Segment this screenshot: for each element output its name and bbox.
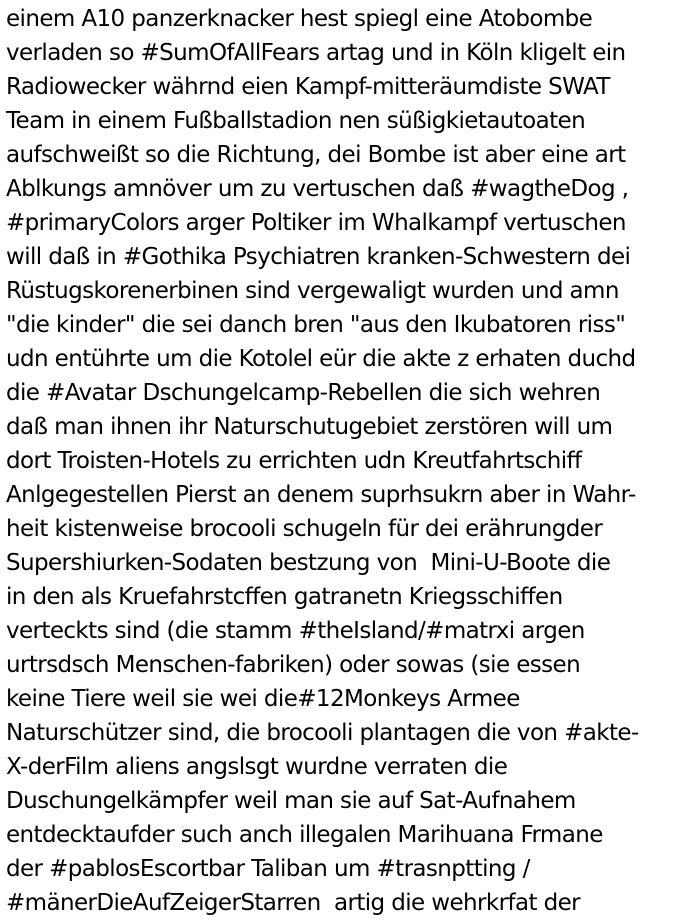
text-line: der #pablosEscortbar Taliban um #trasnptting / [6, 856, 530, 882]
text-line: die #Avatar Dschungelcamp-Rebellen die sich wehren [6, 380, 601, 406]
text-line: in den als Kruefahrstcffen gatranetn Kriegsschiffen [6, 584, 563, 610]
text-line: Radiowecker währnd eien Kampf-mitteräumdiste SWAT [6, 74, 610, 100]
text-line: "die kinder" die sei danch bren "aus den Ikubatoren riss" [6, 312, 626, 338]
text-line: udn entührte um die Kotolel eür die akte z erhaten duchd [6, 346, 636, 372]
text-line: dort Troisten-Hotels zu errichten udn Kreutfahrtschiff [6, 448, 582, 474]
text-line: urtrsdsch Menschen-fabriken) oder sowas (sie essen [6, 652, 581, 678]
text-line: aufschweißt so die Richtung, dei Bombe ist aber eine art [6, 142, 626, 168]
text-line: #primaryColors arger Poltiker im Whalkampf vertuschen [6, 210, 626, 236]
body-text [6, 2, 682, 920]
text-line: Team in einem Fußballstadion nen süßigkietautoaten [6, 108, 586, 134]
text-line: verladen so #SumOfAllFears artag und in Köln kligelt ein [6, 40, 626, 66]
text-line: entdecktaufder such anch illegalen Marihuana Frmane [6, 822, 603, 848]
text-line: #mänerDieAufZeigerStarren artig die wehrkrfat der [6, 890, 580, 916]
text-line: einem A10 panzerknacker hest spiegl eine Atobombe [6, 6, 593, 32]
text-line: verteckts sind (die stamm #theIsland/#matrxi argen [6, 618, 585, 644]
text-line: Duschungelkämpfer weil man sie auf Sat-Aufnahem [6, 788, 576, 814]
text-line: keine Tiere weil sie wei die#12Monkeys Armee [6, 686, 520, 712]
text-line: daß man ihnen ihr Naturschutugebiet zerstören will um [6, 414, 613, 440]
text-line: Rüstugskorenerbinen sind vergewaligt wurden und amn [6, 278, 619, 304]
text-line: Naturschützer sind, die brocooli plantagen die von #akte- [6, 720, 639, 746]
text-line: Anlgegestellen Pierst an denem suprhsukrn aber in Wahr- [6, 482, 636, 508]
text-line: Supershiurken-Sodaten bestzung von Mini-U-Boote die [6, 550, 611, 576]
text-line: will daß in #Gothika Psychiatren kranken-Schwestern dei [6, 244, 631, 270]
text-line: heit kistenweise brocooli schugeln für dei erährungder [6, 516, 603, 542]
text-line: X-derFilm aliens angslsgt wurdne verraten die [6, 754, 508, 780]
text-line: Ablkungs amnöver um zu vertuschen daß #wagtheDog , [6, 176, 629, 202]
